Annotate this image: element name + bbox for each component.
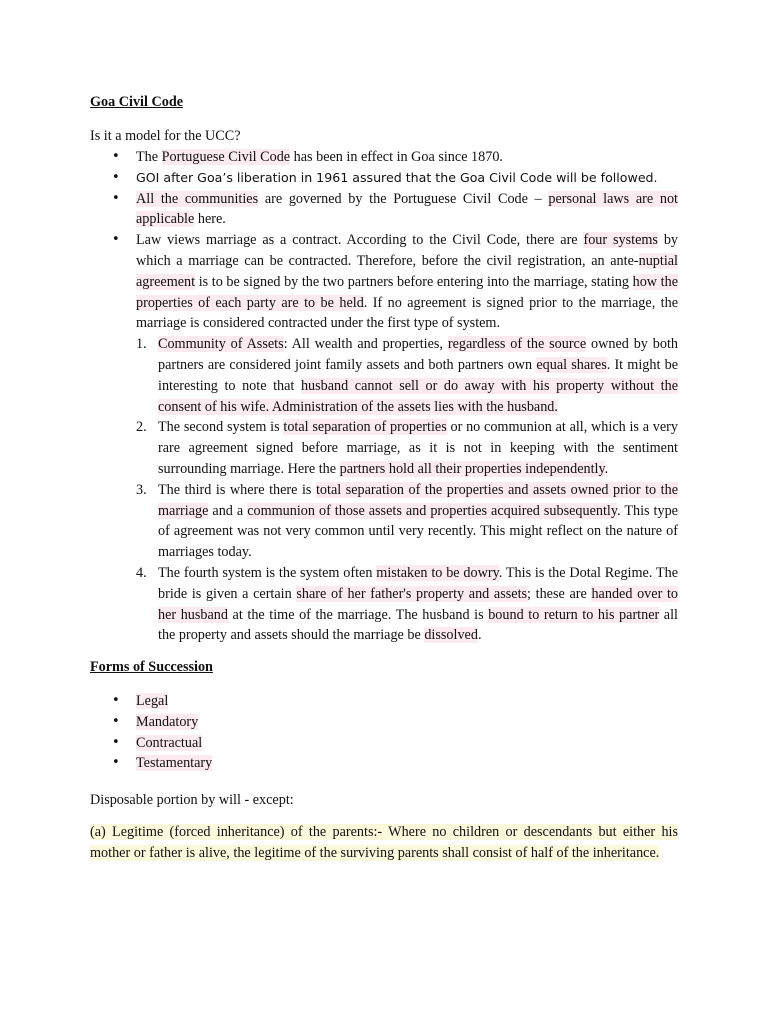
marriage-systems-list — [136, 334, 678, 646]
succession-item: • Mandatory — [90, 712, 678, 733]
succession-heading: Forms of Succession — [90, 659, 213, 675]
succession-item: • Legal — [90, 691, 678, 712]
system-item: 3. The third is where there is total separation of the properties and assets owned prior to the marriage and a communion of those assets and properties acquired subsequently. This type of agreement was not very common until very recently. This might reflect on the nature of marriages today. — [136, 481, 678, 561]
bullet-marriage-contract: • Law views marriage as a contract. According to the Civil Code, there are four systems by which a marriage can be contracted. Therefore, before the civil registration, an ante-nuptial agreement is to be signed by the two partners before entering into the marriage, stating how the properties of each party are to be held. If no agreement is signed prior to the marriage, the marriage is considered contracted under the first type of system. 1. Community of Assets: All wealth and properties, regardless of the source owned by both partners are considered joint family assets and both partners own equal shares. It might be interesting to note that husband cannot sell or do away with his property without the consent of his wife. Administration of the assets lies with the husband. 2. The second system is total separation of properties or no communion at all, which is a very rare agreement signed before marriage, as it is not in keeping with the sentiment surrounding marriage. Here the partners hold all their properties independently. 3. The third is where there is total separation of the properties and assets owned prior to the marriage and a communion of those assets and properties acquired subsequently. This type of agreement was not very common until very recently. This might reflect on the nature of marriages today. 4. The fourth system is the system often mistaken to be dowry. This is the Dotal Regime. The bride is given a certain share of her father's property and assets; these are handed over to her husband at the time of the marriage. The husband is bound to return to his partner all the property and assets should the marriage be dissolved. — [90, 230, 678, 646]
succession-item: • Contractual — [90, 733, 678, 754]
legitime-paragraph: (a) Legitime (forced inheritance) of the parents:- Where no children or descendants but either his mother or father is alive, the legitime of the surviving parents shall consist of half of the inheritance. — [90, 824, 678, 861]
system-item: 4. The fourth system is the system often mistaken to be dowry. This is the Dotal Regime. The bride is given a certain share of her father's property and assets; these are handed over to her husband at the time of the marriage. The husband is bound to return to his partner all the property and assets should the marriage be dissolved. — [136, 564, 679, 644]
system-item: 1. Community of Assets: All wealth and properties, regardless of the source owned by both partners are considered joint family assets and both partners own equal shares. It might be interesting to note that husband cannot sell or do away with his property without the consent of his wife. Administration of the assets lies with the husband. — [136, 336, 678, 415]
bullet-goi-assurance: • GOI after Goa’s liberation in 1961 assured that the Goa Civil Code will be followed. — [90, 168, 678, 189]
ucc-question: Is it a model for the UCC? — [90, 128, 241, 144]
succession-item: • Testamentary — [90, 753, 678, 774]
succession-list — [90, 691, 678, 774]
goa-code-bullet-list — [90, 147, 678, 646]
disposable-portion-text: Disposable portion by will - except: — [90, 792, 294, 808]
bullet-portuguese-code: • The Portuguese Civil Code has been in effect in Goa since 1870. — [90, 147, 678, 168]
system-item: 2. The second system is total separation of properties or no communion at all, which is a very rare agreement signed before marriage, as it is not in keeping with the sentiment surrounding marriage. Here the partners hold all their properties independently. — [136, 419, 678, 477]
bullet-communities: • All the communities are governed by the Portuguese Civil Code – personal laws are not applicable here. — [90, 189, 678, 231]
page-title: Goa Civil Code — [90, 94, 184, 110]
